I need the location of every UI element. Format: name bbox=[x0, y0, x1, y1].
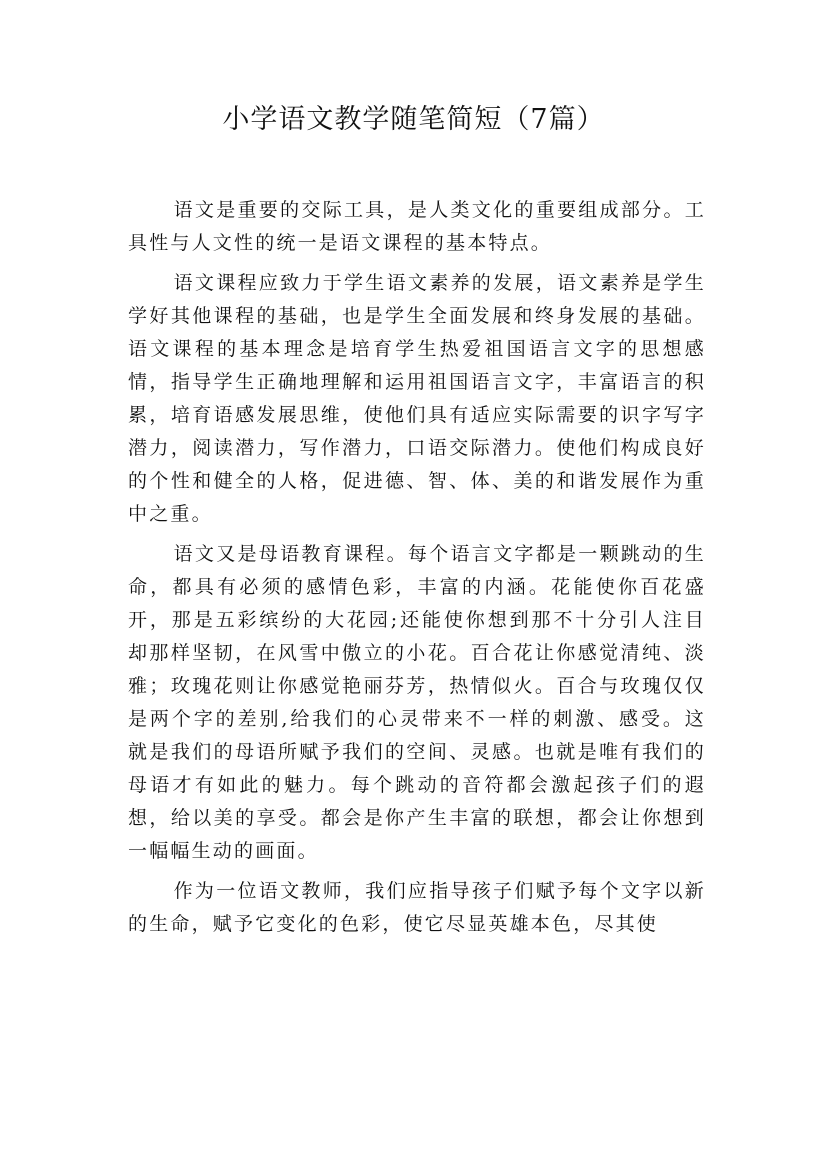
document-body bbox=[128, 194, 706, 941]
paragraph-2: 语文课程应致力于学生语文素养的发展，语文素养是学生学好其他课程的基础，也是学生全面发展和终身发展的基础。语文课程的基本理念是培育学生热爱祖国语言文字的思想感情，指导学生正确地理解和运用祖国语言文字，丰富语言的积累，培育语感发展思维，使他们具有适应实际需要的识字写字潜力，阅读潜力，写作潜力，口语交际潜力。使他们构成良好的个性和健全的人格，促进德、智、体、美的和谐发展作为重中之重。 bbox=[128, 272, 706, 525]
paragraph-1: 语文是重要的交际工具，是人类文化的重要组成部分。工具性与人文性的统一是语文课程的基本特点。 bbox=[128, 199, 706, 254]
paragraph-4: 作为一位语文教师，我们应指导孩子们赋予每个文字以新的生命，赋予它变化的色彩，使它尽显英雄本色，尽其使 bbox=[128, 880, 706, 935]
document-title: 小学语文教学随笔简短（7篇） bbox=[222, 104, 605, 135]
paragraph-3: 语文又是母语教育课程。每个语言文字都是一颗跳动的生命，都具有必须的感情色彩，丰富的内涵。花能使你百花盛开，那是五彩缤纷的大花园;还能使你想到那不十分引人注目却那样坚韧，在风雪中傲立的小花。百合花让你感觉清纯、淡雅；玫瑰花则让你感觉艳丽芬芳，热情似火。百合与玫瑰仅仅是两个字的差别,给我们的心灵带来不一样的刺激、感受。这就是我们的母语所赋予我们的空间、灵感。也就是唯有我们的母语才有如此的魅力。每个跳动的音符都会激起孩子们的遐想，给以美的享受。都会是你产生丰富的联想，都会让你想到一幅幅生动的画面。 bbox=[128, 543, 706, 862]
